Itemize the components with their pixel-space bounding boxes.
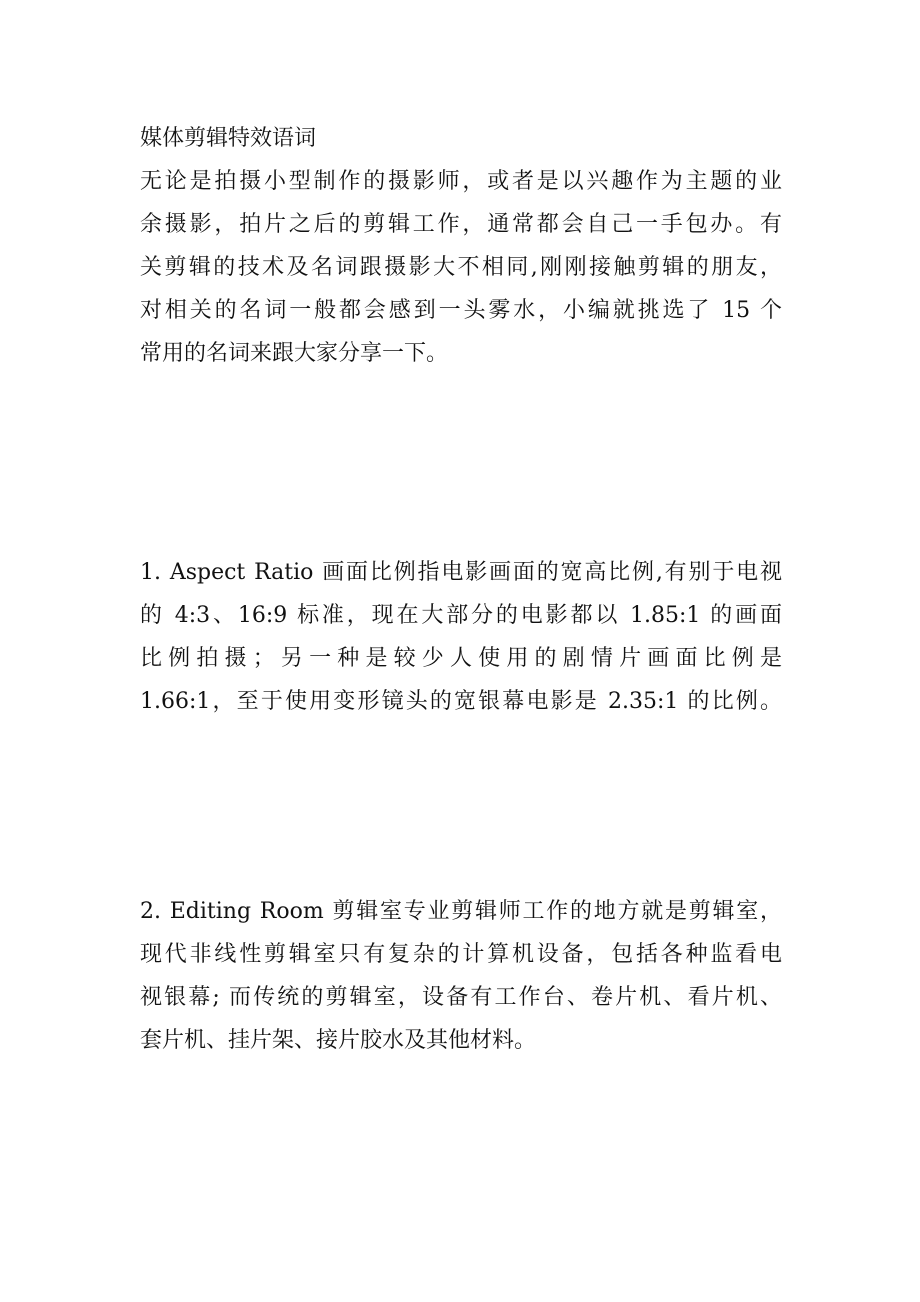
entry-line: 1.66:1，至于使用变形镜头的宽银幕电影是 2.35:1 的比例。	[140, 689, 782, 714]
entry-line: 比例拍摄；另一种是较少人使用的剧情片画面比例是	[140, 646, 782, 671]
intro-line: 无论是拍摄小型制作的摄影师，或者是以兴趣作为主题的业	[140, 169, 782, 194]
entry-editing-room	[140, 890, 782, 1062]
entry-line: 1. Aspect Ratio 画面比例指电影画面的宽高比例,有别于电视	[140, 560, 782, 585]
intro-line: 常用的名词来跟大家分享一下。	[140, 341, 449, 366]
entry-line: 2. Editing Room 剪辑室专业剪辑师工作的地方就是剪辑室，	[140, 899, 782, 924]
entry-line: 现代非线性剪辑室只有复杂的计算机设备，包括各种监看电	[140, 942, 782, 967]
document-title	[140, 117, 782, 160]
intro-line: 对相关的名词一般都会感到一头雾水，小编就挑选了 15 个	[140, 298, 782, 323]
entry-line: 的 4:3、16:9 标准，现在大部分的电影都以 1.85:1 的画面	[140, 603, 782, 628]
entry-line: 套片机、挂片架、接片胶水及其他材料。	[140, 1028, 537, 1053]
title-text: 媒体剪辑特效语词	[140, 126, 317, 151]
entry-line: 视银幕; 而传统的剪辑室，设备有工作台、卷片机、看片机、	[140, 985, 782, 1010]
intro-line: 关剪辑的技术及名词跟摄影大不相同,刚刚接触剪辑的朋友，	[140, 255, 782, 280]
entry-aspect-ratio	[140, 551, 782, 723]
intro-paragraph	[140, 160, 782, 375]
intro-line: 余摄影，拍片之后的剪辑工作，通常都会自己一手包办。有	[140, 212, 782, 237]
